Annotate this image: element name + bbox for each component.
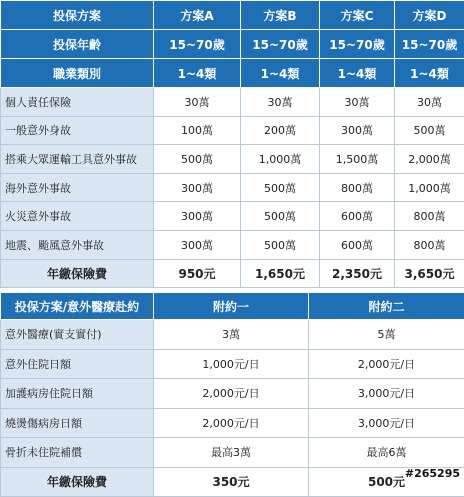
header-row xyxy=(1,293,464,320)
row-label: 個人責任保險 xyxy=(1,88,154,117)
row-label: 火災意外事故 xyxy=(1,202,154,231)
row-label: 一般意外身故 xyxy=(1,116,154,145)
row-value: 5萬 xyxy=(309,320,464,350)
row-value: 300萬 xyxy=(154,173,241,202)
rider-table xyxy=(0,292,464,497)
row-value: 2,000元/日 xyxy=(154,408,309,438)
row-value: 600萬 xyxy=(320,202,395,231)
row-label: 加護病房住院日額 xyxy=(1,379,154,409)
header-cell: 1~4類 xyxy=(395,59,464,88)
header-cell: 方案D xyxy=(395,1,464,30)
row-label: 海外意外事故 xyxy=(1,173,154,202)
row-value: 500萬 xyxy=(241,230,320,259)
row-value: 3,000元/日 xyxy=(309,408,464,438)
row-value: 2,000元/日 xyxy=(309,349,464,379)
header-row xyxy=(1,1,464,30)
row-value: 2,000元/日 xyxy=(154,379,309,409)
row-label: 搭乘大眾運輸工具意外事故 xyxy=(1,145,154,174)
row-value: 300萬 xyxy=(154,202,241,231)
row-value: 500萬 xyxy=(241,202,320,231)
row-value: 500萬 xyxy=(154,145,241,174)
premium-row xyxy=(1,467,464,497)
header-cell: 15~70歲 xyxy=(320,30,395,59)
row-value: 3萬 xyxy=(154,320,309,350)
row-value: 30萬 xyxy=(154,88,241,117)
row-value: 1,000萬 xyxy=(241,145,320,174)
premium-value: 950元 xyxy=(154,259,241,288)
premium-label: 年繳保險費 xyxy=(1,467,154,497)
header-cell: 附約二 xyxy=(309,293,464,320)
table-row xyxy=(1,349,464,379)
row-value: 2,000萬 xyxy=(395,145,464,174)
header-cell: 15~70歲 xyxy=(395,30,464,59)
row-label: 地震、颱風意外事故 xyxy=(1,230,154,259)
premium-value: 500元 xyxy=(309,467,464,497)
row-value: 800萬 xyxy=(395,202,464,231)
table-row xyxy=(1,173,464,202)
header-label: 職業類別 xyxy=(1,59,154,88)
header-cell: 方案C xyxy=(320,1,395,30)
header-cell: 1~4類 xyxy=(154,59,241,88)
row-value: 最高6萬 xyxy=(309,438,464,468)
header-row xyxy=(1,59,464,88)
row-value: 30萬 xyxy=(241,88,320,117)
row-label: 意外住院日額 xyxy=(1,349,154,379)
table-row xyxy=(1,145,464,174)
header-label: 投保方案 xyxy=(1,1,154,30)
row-value: 200萬 xyxy=(241,116,320,145)
row-value: 1,000元/日 xyxy=(154,349,309,379)
header-cell: 1~4類 xyxy=(320,59,395,88)
header-row xyxy=(1,30,464,59)
header-label: 投保方案/意外醫療赴約 xyxy=(1,293,154,320)
header-cell: 附約一 xyxy=(154,293,309,320)
table-row xyxy=(1,230,464,259)
table-row xyxy=(1,379,464,409)
row-value: 100萬 xyxy=(154,116,241,145)
row-label: 骨折未住院補償 xyxy=(1,438,154,468)
row-value: 1,000萬 xyxy=(395,173,464,202)
table-row xyxy=(1,88,464,117)
premium-label: 年繳保險費 xyxy=(1,259,154,288)
header-cell: 15~70歲 xyxy=(154,30,241,59)
row-value: 30萬 xyxy=(395,88,464,117)
row-value: 1,500萬 xyxy=(320,145,395,174)
premium-value: 2,350元 xyxy=(320,259,395,288)
premium-value: 350元 xyxy=(154,467,309,497)
header-cell: 方案A xyxy=(154,1,241,30)
table-row xyxy=(1,438,464,468)
row-value: 500萬 xyxy=(241,173,320,202)
premium-value: 1,650元 xyxy=(241,259,320,288)
header-cell: 1~4類 xyxy=(241,59,320,88)
row-value: 30萬 xyxy=(320,88,395,117)
premium-row xyxy=(1,259,464,288)
watermark: #265295 xyxy=(405,467,460,480)
row-value: 500萬 xyxy=(395,116,464,145)
row-label: 燒燙傷病房日額 xyxy=(1,408,154,438)
row-value: 600萬 xyxy=(320,230,395,259)
row-value: 800萬 xyxy=(395,230,464,259)
table-row xyxy=(1,408,464,438)
table-row xyxy=(1,116,464,145)
table-row xyxy=(1,320,464,350)
row-value: 300萬 xyxy=(320,116,395,145)
row-value: 最高3萬 xyxy=(154,438,309,468)
header-cell: 15~70歲 xyxy=(241,30,320,59)
row-value: 300萬 xyxy=(154,230,241,259)
row-label: 意外醫療(實支實付) xyxy=(1,320,154,350)
premium-value: 3,650元 xyxy=(395,259,464,288)
row-value: 3,000元/日 xyxy=(309,379,464,409)
header-cell: 方案B xyxy=(241,1,320,30)
header-label: 投保年齡 xyxy=(1,30,154,59)
table-row xyxy=(1,202,464,231)
row-value: 800萬 xyxy=(320,173,395,202)
